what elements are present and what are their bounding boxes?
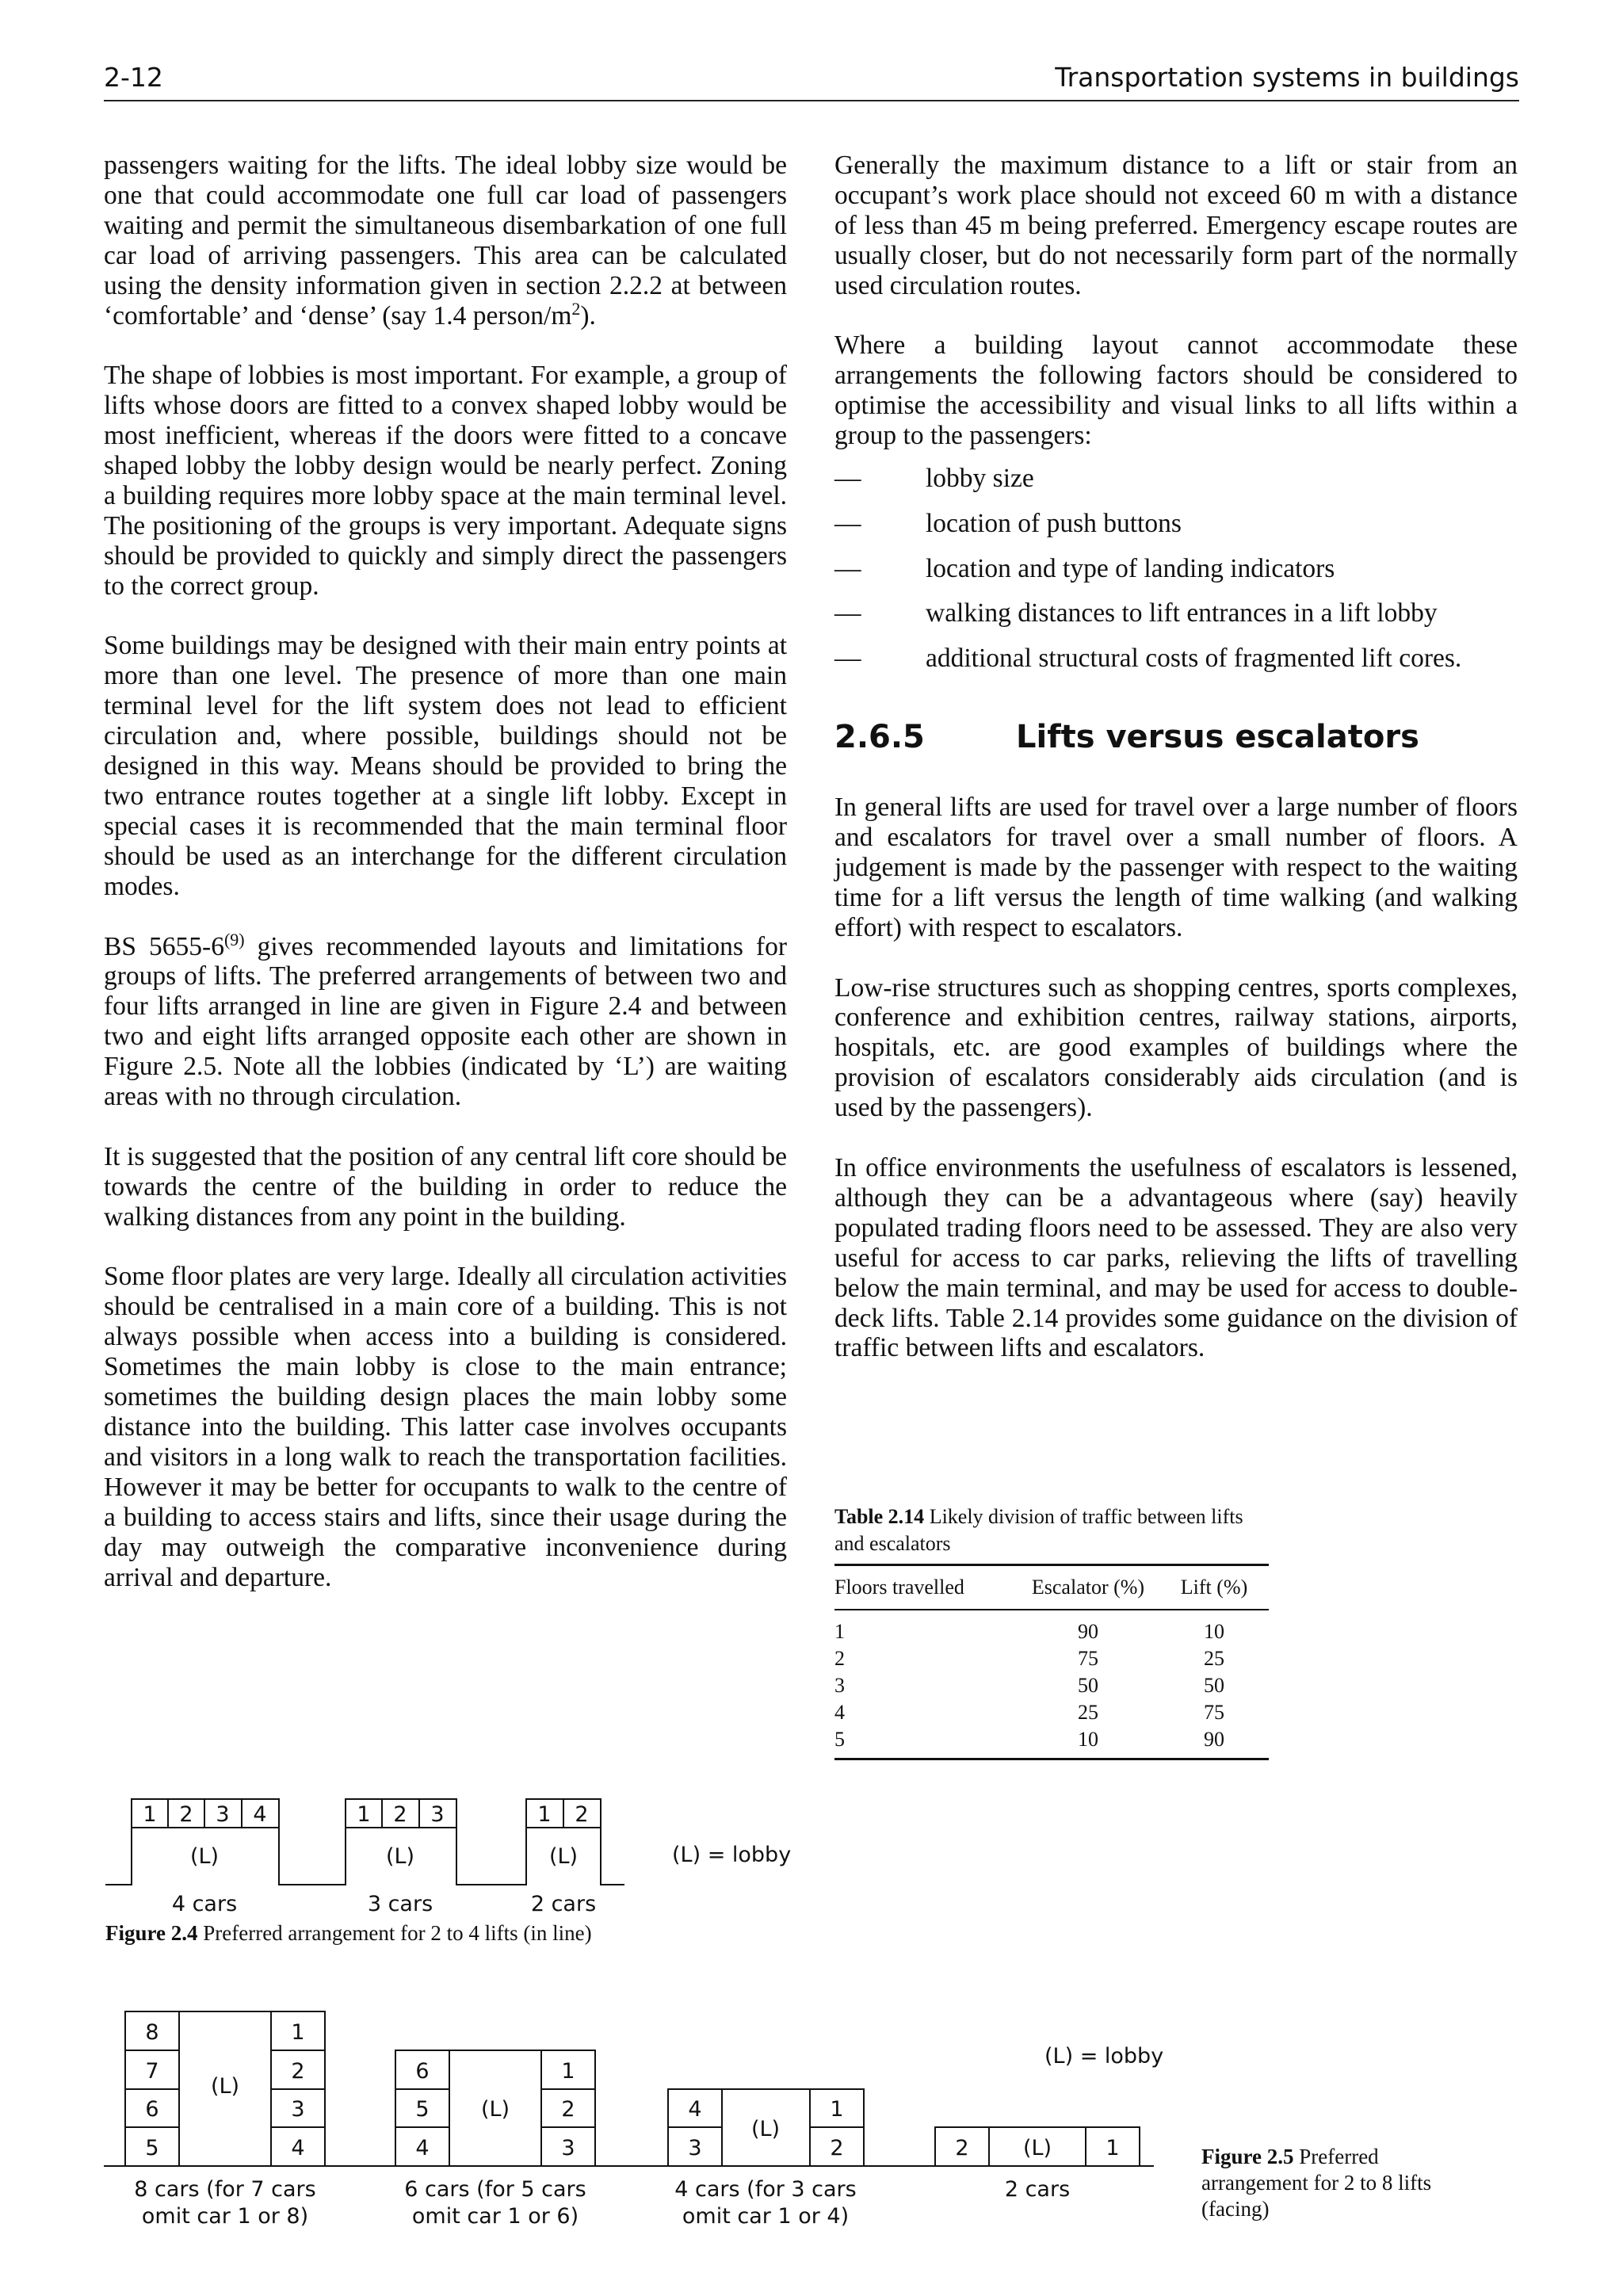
- group-label: 4 cars: [171, 1892, 238, 1916]
- paragraph-lobby-size: passengers waiting for the lifts. The ideal lobby size would be one that could accommodate one full car load of passengers waiting and permit the simultaneous disembarkation of one full car load of arriving passengers. This area can be calculated using the density information given in section 2.2.2 at between ‘comfortable’ and ‘dense’ (say 1.4 person/$m^2$).: [104, 151, 787, 330]
- table-row: 5 10 90: [834, 1728, 1224, 1751]
- list-item: — additional structural costs of fragmented lift cores.: [834, 644, 1462, 674]
- group-label: 2 cars: [1004, 2177, 1071, 2202]
- table-row: 3 50 50: [834, 1674, 1224, 1697]
- car-label: 4: [688, 2097, 702, 2122]
- paragraph-office-environments: In office environments the usefulness of escalators is lessened, although they can be a advantageous where (say) heavily populated trading floors need to be assessed. They are also very useful for access to car parks, relieving the lifts of travelling below the main terminal, and may be used for access to double-deck lifts. Table 2.14 provides some guidance on the division of traffic between lifts and escalators.: [834, 1152, 1518, 1363]
- list-item: — location of push buttons: [834, 508, 1182, 538]
- table-row: 2 75 25: [834, 1647, 1224, 1670]
- car-label: 2: [575, 1802, 589, 1827]
- list-item: — walking distances to lift entrances in a lift lobby: [834, 598, 1438, 628]
- group-label: omit car 1 or 8): [141, 2204, 309, 2229]
- list-item: — lobby size: [834, 464, 1034, 494]
- car-label: 2: [179, 1802, 193, 1827]
- car-label: 2: [291, 2059, 305, 2084]
- car-label: 1: [561, 2059, 575, 2084]
- car-label: 7: [145, 2059, 159, 2084]
- lobby-key: (L) = lobby: [1044, 2044, 1164, 2069]
- car-label: 6: [145, 2097, 159, 2122]
- column-header: Escalator (%): [1017, 1565, 1159, 1610]
- car-label: 1: [357, 1802, 371, 1827]
- car-label: 1: [537, 1802, 552, 1827]
- lobby-label: (L): [548, 1844, 579, 1869]
- car-label: 3: [216, 1802, 230, 1827]
- paragraph-lifts-vs-escalators: In general lifts are used for travel over a large number of floors and escalators for travel over a small number of floors. A judgement is made by the passenger with respect to the waiting time for a lift versus the length of time walking (and walking effort) with respect to escalators.: [834, 793, 1518, 942]
- car-label: 8: [145, 2020, 159, 2045]
- page-number: 2-12: [104, 62, 163, 93]
- group-label: 3 cars: [367, 1892, 433, 1916]
- paragraph-low-rise: Low-rise structures such as shopping centres, sports complexes, conference and exhibition centres, railway stations, airports, hospitals, etc. are good examples of buildings where the provision of escalators considerably aids circulation (and is used by the passengers).: [834, 972, 1518, 1123]
- lobby-key: (L) = lobby: [672, 1843, 792, 1867]
- group-label: omit car 1 or 4): [682, 2204, 850, 2229]
- car-label: 3: [291, 2097, 305, 2122]
- paragraph-floor-plates: Some floor plates are very large. Ideally all circulation activities should be centralised in a main core of a building. This is not always possible when access into a building is considered. Sometimes the main lobby is close to the main entrance; sometimes the building design places the main lobby some distance into the building. This latter case involves occupants and visitors in a long walk to reach the transportation facilities. However it may be better for occupants to walk to the centre of a building to access stairs and lifts, since their usage during the day may outweigh the comparative inconvenience during arrival and departure.: [104, 1262, 787, 1592]
- group-label: 2 cars: [530, 1892, 597, 1916]
- table-row: 1 90 10: [834, 1620, 1224, 1643]
- group-label: 6 cars (for 5 cars: [404, 2177, 586, 2202]
- car-label: 1: [830, 2097, 844, 2122]
- paragraph-factors: Where a building layout cannot accommodate these arrangements the following factors should be considered to optimise the accessibility and visual links to all lifts within a group to the passengers:: [834, 330, 1518, 451]
- car-label: 3: [688, 2136, 702, 2160]
- car-label: 5: [415, 2097, 430, 2122]
- lobby-label: (L): [189, 1844, 220, 1869]
- paragraph-bs5655: BS 5655-6$^{(9)}$ gives recommended layouts and limitations for groups of lifts. The preferred arrangements of between two and four lifts arranged in line are given in Figure 2.4 and between two and eight lifts arranged opposite each other are shown in Figure 2.5. Note all the lobbies (indicated by ‘L’) are waiting areas with no through circulation.: [104, 929, 787, 1112]
- car-label: 5: [145, 2136, 159, 2160]
- group-label: 4 cars (for 3 cars: [674, 2177, 857, 2202]
- table-caption: Table 2.14 Likely division of traffic between lifts and escalators: [834, 1505, 1243, 1555]
- section-title: Lifts versus escalators: [1016, 719, 1419, 756]
- car-label: 2: [393, 1802, 407, 1827]
- paragraph-lobby-shape: The shape of lobbies is most important. For example, a group of lifts whose doors are fitted to a convex shaped lobby would be most inefficient, whereas if the doors were fitted to a concave shaped lobby the lobby design would be nearly perfect. Zoning a building requires more lobby space at the main terminal level. The positioning of the groups is very important. Adequate signs should be provided to quickly and simply direct the passengers to the correct group.: [104, 361, 787, 601]
- lobby-label: (L): [480, 2097, 510, 2122]
- car-label: 1: [291, 2020, 305, 2045]
- car-label: 2: [561, 2097, 575, 2122]
- group-label: 8 cars (for 7 cars: [134, 2177, 316, 2202]
- car-label: 4: [253, 1802, 267, 1827]
- running-title: Transportation systems in buildings: [1055, 62, 1519, 93]
- section-number: 2.6.5: [834, 719, 925, 756]
- list-item: — location and type of landing indicators: [834, 553, 1335, 583]
- car-label: 4: [291, 2136, 305, 2160]
- car-label: 3: [561, 2136, 575, 2160]
- lobby-label: (L): [1022, 2136, 1052, 2160]
- lobby-label: (L): [210, 2074, 240, 2099]
- car-label: 1: [143, 1802, 157, 1827]
- column-header: Lift (%): [1159, 1565, 1269, 1610]
- table-row: 4 25 75: [834, 1701, 1224, 1724]
- column-header: Floors travelled: [834, 1565, 1017, 1610]
- lobby-label: (L): [385, 1844, 415, 1869]
- figure-2-5-caption: Figure 2.5 Preferred arrangement for 2 to 8 lifts (facing): [1201, 2145, 1432, 2221]
- car-label: 6: [415, 2059, 430, 2084]
- car-label: 4: [415, 2136, 430, 2160]
- paragraph-main-entry: Some buildings may be designed with their main entry points at more than one level. The presence of more than one main terminal level for the lift system does not lead to efficient circulation and, where possible, buildings should not be designed in this way. Means should be provided to bring the two entrance routes together at a single lift lobby. Except in special cases it is recommended that the main terminal floor should be used as an interchange for the different circulation modes.: [104, 631, 787, 901]
- figure-2-4-caption: Figure 2.4 Preferred arrangement for 2 to 4 lifts (in line): [105, 1921, 592, 1945]
- car-label: 2: [955, 2136, 969, 2160]
- paragraph-max-distance: Generally the maximum distance to a lift or stair from an occupant’s work place should not exceed 60 m with a distance of less than 45 m being preferred. Emergency escape routes are usually closer, but do not necessarily form part of the normally used circulation routes.: [834, 151, 1518, 300]
- paragraph-central-core: It is suggested that the position of any central lift core should be towards the centre of the building in order to reduce the walking distances from any point in the building.: [104, 1141, 787, 1232]
- car-label: 3: [430, 1802, 445, 1827]
- lobby-label: (L): [750, 2117, 781, 2141]
- car-label: 2: [830, 2136, 844, 2160]
- group-label: omit car 1 or 6): [411, 2204, 579, 2229]
- car-label: 1: [1106, 2136, 1120, 2160]
